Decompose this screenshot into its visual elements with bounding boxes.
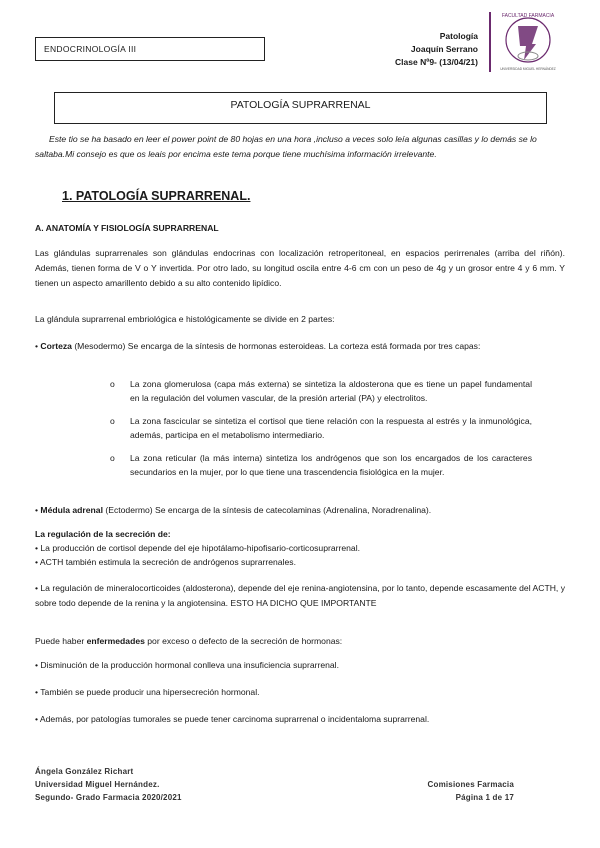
logo-bottom-text: UNIVERSIDAD MIGUEL HERNÁNDEZ [500,67,556,71]
footer-university: Universidad Miguel Hernández. [35,780,160,789]
bullet-tumoral: • Además, por patologías tumorales se puede tener carcinoma suprarrenal o incidentaloma suprarrenal. [35,714,430,724]
section-heading: 1. PATOLOGÍA SUPRARRENAL. [62,189,251,203]
header-author: Joaquín Serrano [410,44,478,54]
list-item-zona-reticular: o La zona reticular (la más interna) sintetiza los andrógenos que son los encargados de los caracteres secundarios en la mujer, por lo que tiene una trascendencia fisiológica en la mujer. [110,453,532,477]
paragraph-diseases: Puede haber enfermedades por exceso o defecto de la secreción de hormonas: [35,636,343,646]
paragraph-anatomy: Las glándulas suprarrenales son glándulas endocrinas con localización retroperitoneal, en espacios perirrenales (arriba del riñón). Además, tienen forma de V o Y invertida. Por otro lado, su longitud oscila entre 4-6 cm con un peso de 4g y un grosor entre 4 y 6 mm. Y tienen un aspecto amarillento debido a su alto contenido lipídico. [35,248,565,288]
diseases-label: enfermedades [86,636,145,646]
footer-author: Ángela González Richart [35,767,134,776]
logo-top-text: FACULTAD FARMACIA [501,13,555,19]
footer-right [428,778,515,804]
medula-label: Médula adrenal [40,505,103,515]
header-subject: Patología [439,31,478,41]
footer-left [35,765,182,804]
faculty-logo [488,10,560,74]
header-class: Clase Nº9- (13/04/21) [395,57,478,67]
regulation-item-acth: • ACTH también estimula la secreción de andrógenos suprarrenales. [35,557,296,567]
paragraph-corteza: • Corteza (Mesodermo) Se encarga de la síntesis de hormonas esteroideas. La corteza está formada por tres capas: [35,341,481,351]
paragraph-medula: • Médula adrenal (Ectodermo) Se encarga de la síntesis de catecolaminas (Adrenalina, Noradrenalina). [35,505,432,515]
footer-course: Segundo- Grado Farmacia 2020/2021 [35,793,182,802]
page-title: PATOLOGÍA SUPRARRENAL [54,92,547,124]
corteza-text: (Mesodermo) Se encarga de la síntesis de hormonas esteroideas. La corteza está formada por tres capas: [71,341,481,351]
footer-group: Comisiones Farmacia [427,780,514,789]
page-number: Página 1 de 17 [455,793,514,802]
subject-tag-box: ENDOCRINOLOGÍA III [35,37,265,61]
subsection-heading: A. ANATOMÍA Y FISIOLOGÍA SUPRARRENAL [35,223,219,233]
regulation-item-cortisol: • La producción de cortisol depende del eje hipotálamo-hipofisario-corticosuprarrenal. [35,543,360,553]
medula-text: (Ectodermo) Se encarga de la síntesis de catecolaminas (Adrenalina, Noradrenalina). [102,505,432,515]
regulation-item-aldosterone: • La regulación de mineralocorticoides (aldosterona), depende del eje renina-angiotensina, por lo tanto, depende escasamente del ACTH, y sobre todo depende de la renina y la angiotensina. ESTO HA DICHO QUE IMPORTANTE [35,583,565,608]
header-info [395,30,478,69]
intro-note: Este tio se ha basado en leer el power point de 80 hojas en una hora ,incluso a veces solo leía algunas casillas y lo demás se lo saltaba.Mi consejo es que os leais por encima este tema porque tiene muchísima información irrelevante. [35,134,537,159]
paragraph-division: La glándula suprarrenal embriológica e histológicamente se divide en 2 partes: [35,314,335,324]
bullet-hypersecretion: • También se puede producir una hipersecreción hormonal. [35,687,260,697]
list-item-zona-glomerulosa: o La zona glomerulosa (capa más externa) se sintetiza la aldosterona que es tiene un papel fundamental en la regulación del volumen vascular, de la presión arterial (PA) y electrolitos. [110,379,532,403]
bullet-insufficiency: • Disminución de la producción hormonal conlleva una insuficiencia suprarrenal. [35,660,339,670]
list-item-zona-fascicular: o La zona fascicular se sintetiza el cortisol que tiene relación con la respuesta al estrés y la inmunológica, además, participa en el metabolismo intermediario. [110,416,532,440]
regulation-heading: La regulación de la secreción de: [35,529,171,539]
corteza-label: Corteza [40,341,72,351]
